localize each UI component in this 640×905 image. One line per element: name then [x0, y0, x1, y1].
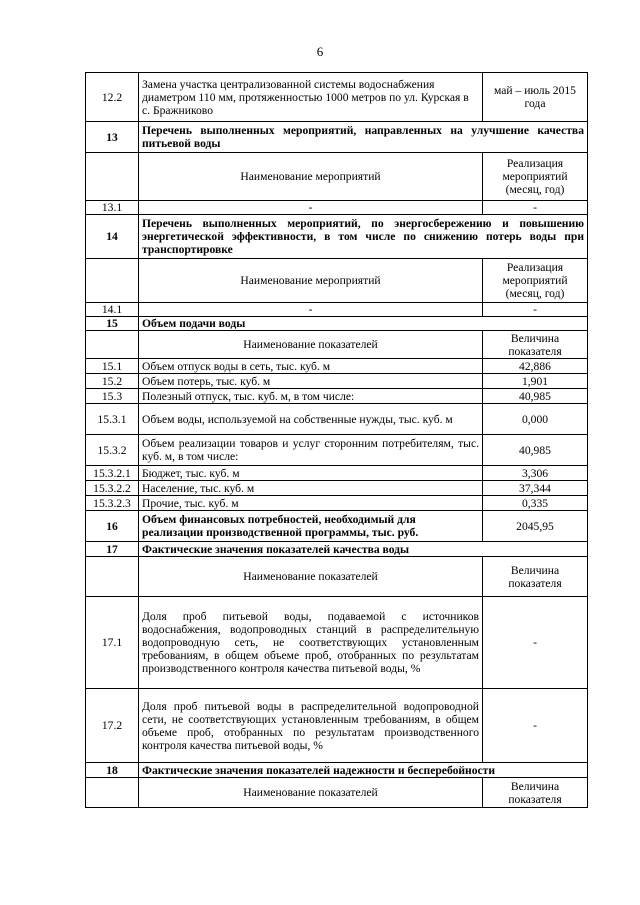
- column-header-value: Величина показателя: [483, 557, 588, 597]
- table-row: [86, 597, 588, 689]
- row-number: 15.1: [86, 359, 139, 374]
- header-row: [86, 259, 588, 303]
- row-text: Объем воды, используемой на собственные нужды, тыс. куб. м: [139, 404, 483, 435]
- row-value: 42,886: [483, 359, 588, 374]
- row-text: -: [139, 303, 483, 317]
- column-header-value: Величина показателя: [483, 778, 588, 808]
- row-number: 12.2: [86, 73, 139, 122]
- column-header-name: Наименование показателей: [139, 557, 483, 597]
- section-title: Фактические значения показателей надежности и бесперебойности: [139, 763, 588, 778]
- column-header-value: Реализация мероприятий (месяц, год): [483, 153, 588, 201]
- row-text: Объем реализации товаров и услуг сторонним потребителям, тыс. куб. м, в том числе:: [139, 435, 483, 466]
- section-number: 14: [86, 215, 139, 259]
- table-row: [86, 201, 588, 215]
- row-number: 13.1: [86, 201, 139, 215]
- table-row: [86, 481, 588, 496]
- row-text: Доля проб питьевой воды в распределительной водопроводной сети, не соответствующих установленным требованиям, в общем объеме проб, отобранных по результатам производственного контроля качества питьевой воды, %: [139, 689, 483, 763]
- row-text: Бюджет, тыс. куб. м: [139, 466, 483, 481]
- empty-cell: [86, 153, 139, 201]
- row-value: 3,306: [483, 466, 588, 481]
- section-title: Объем подачи воды: [139, 317, 588, 331]
- section-row: [86, 317, 588, 331]
- row-number: 14.1: [86, 303, 139, 317]
- table-row: [86, 496, 588, 511]
- row-value: 37,344: [483, 481, 588, 496]
- row-number: 16: [86, 511, 139, 542]
- column-header-name: Наименование показателей: [139, 331, 483, 359]
- table-row: [86, 374, 588, 389]
- row-text: Население, тыс. куб. м: [139, 481, 483, 496]
- section-row: [86, 542, 588, 557]
- row-value: 0,335: [483, 496, 588, 511]
- empty-cell: [86, 331, 139, 359]
- table-row: [86, 466, 588, 481]
- row-number: 15.3.2.2: [86, 481, 139, 496]
- table-row: [86, 73, 588, 122]
- row-number: 15.3: [86, 389, 139, 404]
- indicators-table: [85, 72, 588, 808]
- row-number: 15.3.2: [86, 435, 139, 466]
- header-row: [86, 778, 588, 808]
- table-row: [86, 359, 588, 374]
- section-row: [86, 215, 588, 259]
- table-row: [86, 303, 588, 317]
- section-row: [86, 122, 588, 153]
- row-number: 15.3.2.1: [86, 466, 139, 481]
- row-value: -: [483, 689, 588, 763]
- row-value: -: [483, 597, 588, 689]
- row-text: Полезный отпуск, тыс. куб. м, в том числе:: [139, 389, 483, 404]
- row-text: Объем финансовых потребностей, необходимый для реализации производственной программы, тыс. руб.: [139, 511, 483, 542]
- table-row: [86, 511, 588, 542]
- section-title: Перечень выполненных мероприятий, по энергосбережению и повышению энергетической эффективности, в том числе по снижению потерь воды при транспортировке: [139, 215, 588, 259]
- column-header-name: Наименование мероприятий: [139, 259, 483, 303]
- row-value: май – июль 2015 года: [483, 73, 588, 122]
- table-row: [86, 689, 588, 763]
- row-text: Прочие, тыс. куб. м: [139, 496, 483, 511]
- section-number: 17: [86, 542, 139, 557]
- row-text: Доля проб питьевой воды, подаваемой с источников водоснабжения, водопроводных станций в распределительную водопроводную сеть, не соответствующих установленным требованиям, в общем объеме проб, отобранных по результатам производственного контроля качества питьевой воды, %: [139, 597, 483, 689]
- section-title: Перечень выполненных мероприятий, направленных на улучшение качества питьевой воды: [139, 122, 588, 153]
- column-header-value: Реализация мероприятий (месяц, год): [483, 259, 588, 303]
- row-number: 15.3.2.3: [86, 496, 139, 511]
- column-header-name: Наименование мероприятий: [139, 153, 483, 201]
- column-header-name: Наименование показателей: [139, 778, 483, 808]
- empty-cell: [86, 778, 139, 808]
- row-text: Объем потерь, тыс. куб. м: [139, 374, 483, 389]
- row-value: 40,985: [483, 389, 588, 404]
- header-row: [86, 331, 588, 359]
- row-text: Объем отпуск воды в сеть, тыс. куб. м: [139, 359, 483, 374]
- empty-cell: [86, 259, 139, 303]
- row-text: Замена участка централизованной системы водоснабжения диаметром 110 мм, протяженностью 1000 метров по ул. Курская в с. Бражниково: [139, 73, 483, 122]
- section-title: Фактические значения показателей качества воды: [139, 542, 588, 557]
- table-row: [86, 435, 588, 466]
- table-row: [86, 389, 588, 404]
- column-header-value: Величина показателя: [483, 331, 588, 359]
- row-value: 2045,95: [483, 511, 588, 542]
- row-value: 1,901: [483, 374, 588, 389]
- section-number: 15: [86, 317, 139, 331]
- row-value: -: [483, 201, 588, 215]
- header-row: [86, 153, 588, 201]
- row-number: 17.2: [86, 689, 139, 763]
- page-number: 6: [316, 44, 324, 59]
- table-row: [86, 404, 588, 435]
- row-value: -: [483, 303, 588, 317]
- row-number: 15.3.1: [86, 404, 139, 435]
- row-value: 0,000: [483, 404, 588, 435]
- section-row: [86, 763, 588, 778]
- section-number: 18: [86, 763, 139, 778]
- row-value: 40,985: [483, 435, 588, 466]
- section-number: 13: [86, 122, 139, 153]
- row-number: 17.1: [86, 597, 139, 689]
- empty-cell: [86, 557, 139, 597]
- header-row: [86, 557, 588, 597]
- row-number: 15.2: [86, 374, 139, 389]
- row-text: -: [139, 201, 483, 215]
